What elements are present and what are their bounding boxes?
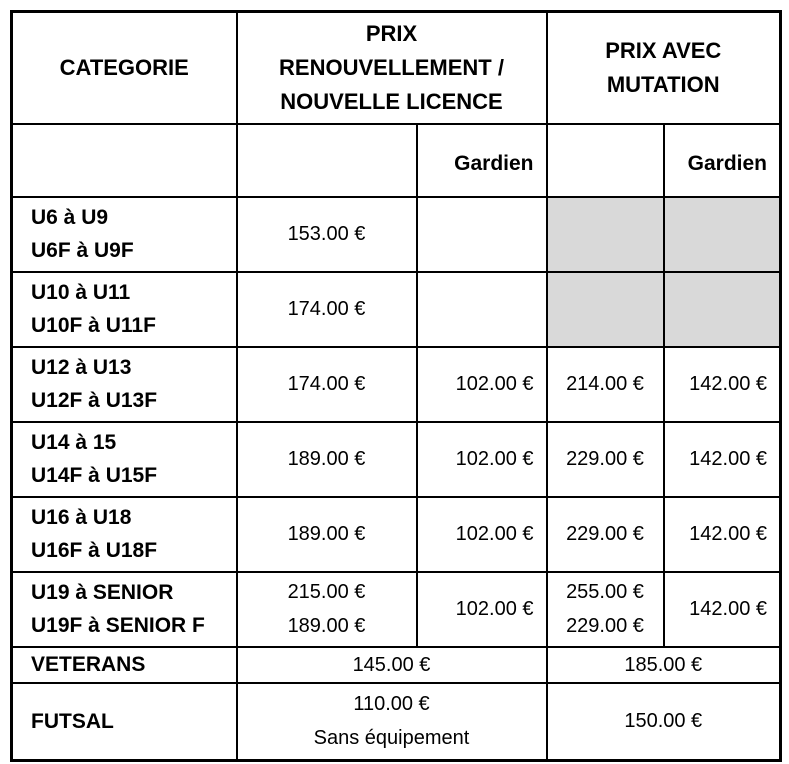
header-line: PRIX [365, 20, 418, 46]
price-line: 255.00 € [566, 581, 644, 603]
renew-price-cell-merged [237, 683, 547, 761]
table-row-u12-u13 [12, 347, 781, 422]
category-line: U16 à U18 [31, 506, 132, 529]
price-line: Sans équipement [313, 727, 470, 750]
renew-price-cell: 174.00 € [237, 272, 417, 347]
table-row-u10-u11 [12, 272, 781, 347]
price-line: 229.00 € [566, 615, 644, 637]
renew-gardien-price-cell: 102.00 € [417, 347, 547, 422]
category-line: U6 à U9 [31, 206, 109, 229]
mutation-gardien-price-cell: 142.00 € [664, 347, 781, 422]
mutation-price-cell-merged: 150.00 € [547, 683, 781, 761]
subheader-row [12, 124, 781, 197]
header-categorie: CATEGORIE [12, 12, 237, 124]
header-prix-renouvellement [237, 12, 547, 124]
price-line: 189.00 € [287, 615, 366, 637]
renew-gardien-price-cell [417, 197, 547, 272]
mutation-price-cell-unavailable [547, 272, 664, 347]
category-line: U12F à U13F [31, 389, 158, 412]
table-row-veterans [12, 647, 781, 683]
empty-cell [237, 124, 417, 197]
mutation-price-cell: 229.00 € [547, 497, 664, 572]
category-cell [12, 572, 237, 647]
category-cell [12, 347, 237, 422]
category-line: U16F à U18F [31, 539, 158, 562]
category-line: U19 à SENIOR [31, 581, 174, 604]
category-cell [12, 272, 237, 347]
category-line: U12 à U13 [31, 356, 132, 379]
renew-gardien-price-cell [417, 272, 547, 347]
category-line: U10 à U11 [31, 281, 131, 304]
mutation-gardien-price-cell: 142.00 € [664, 497, 781, 572]
header-line: NOUVELLE LICENCE [280, 88, 503, 114]
category-cell [12, 197, 237, 272]
category-line: U14F à U15F [31, 464, 158, 487]
table-row-u16-u18 [12, 497, 781, 572]
renew-price-cell-merged: 145.00 € [237, 647, 547, 683]
renew-price-cell: 174.00 € [237, 347, 417, 422]
mutation-price-cell: 214.00 € [547, 347, 664, 422]
mutation-gardien-price-cell-unavailable [664, 197, 781, 272]
mutation-gardien-price-cell-unavailable [664, 272, 781, 347]
category-cell [12, 422, 237, 497]
header-line: RENOUVELLEMENT / [279, 54, 504, 80]
header-prix-mutation [547, 12, 781, 124]
price-line: 215.00 € [287, 581, 366, 603]
pricing-table [10, 10, 782, 762]
header-gardien-renouvellement: Gardien [417, 124, 547, 197]
mutation-price-cell-unavailable [547, 197, 664, 272]
renew-gardien-price-cell: 102.00 € [417, 497, 547, 572]
category-line: U19F à SENIOR F [31, 614, 205, 637]
table-row-u19-senior [12, 572, 781, 647]
mutation-price-cell: 229.00 € [547, 422, 664, 497]
empty-cell [12, 124, 237, 197]
empty-cell [547, 124, 664, 197]
renew-price-cell: 153.00 € [237, 197, 417, 272]
mutation-price-cell [547, 572, 664, 647]
header-gardien-mutation: Gardien [664, 124, 781, 197]
renew-gardien-price-cell: 102.00 € [417, 422, 547, 497]
category-line: U10F à U11F [31, 314, 156, 337]
category-cell [12, 497, 237, 572]
renew-price-cell: 189.00 € [237, 497, 417, 572]
renew-price-cell: 189.00 € [237, 422, 417, 497]
table-row-futsal [12, 683, 781, 761]
header-line: MUTATION [606, 71, 720, 97]
table-row-u14-u15 [12, 422, 781, 497]
category-line: U14 à 15 [31, 431, 117, 454]
category-line: U6F à U9F [31, 239, 134, 262]
mutation-gardien-price-cell: 142.00 € [664, 422, 781, 497]
header-row [12, 12, 781, 124]
category-cell: VETERANS [12, 647, 237, 683]
mutation-gardien-price-cell: 142.00 € [664, 572, 781, 647]
renew-price-cell [237, 572, 417, 647]
category-cell: FUTSAL [12, 683, 237, 761]
price-line: 110.00 € [353, 693, 430, 716]
table-row-u6-u9 [12, 197, 781, 272]
header-line: PRIX AVEC [605, 37, 722, 63]
mutation-price-cell-merged: 185.00 € [547, 647, 781, 683]
renew-gardien-price-cell: 102.00 € [417, 572, 547, 647]
